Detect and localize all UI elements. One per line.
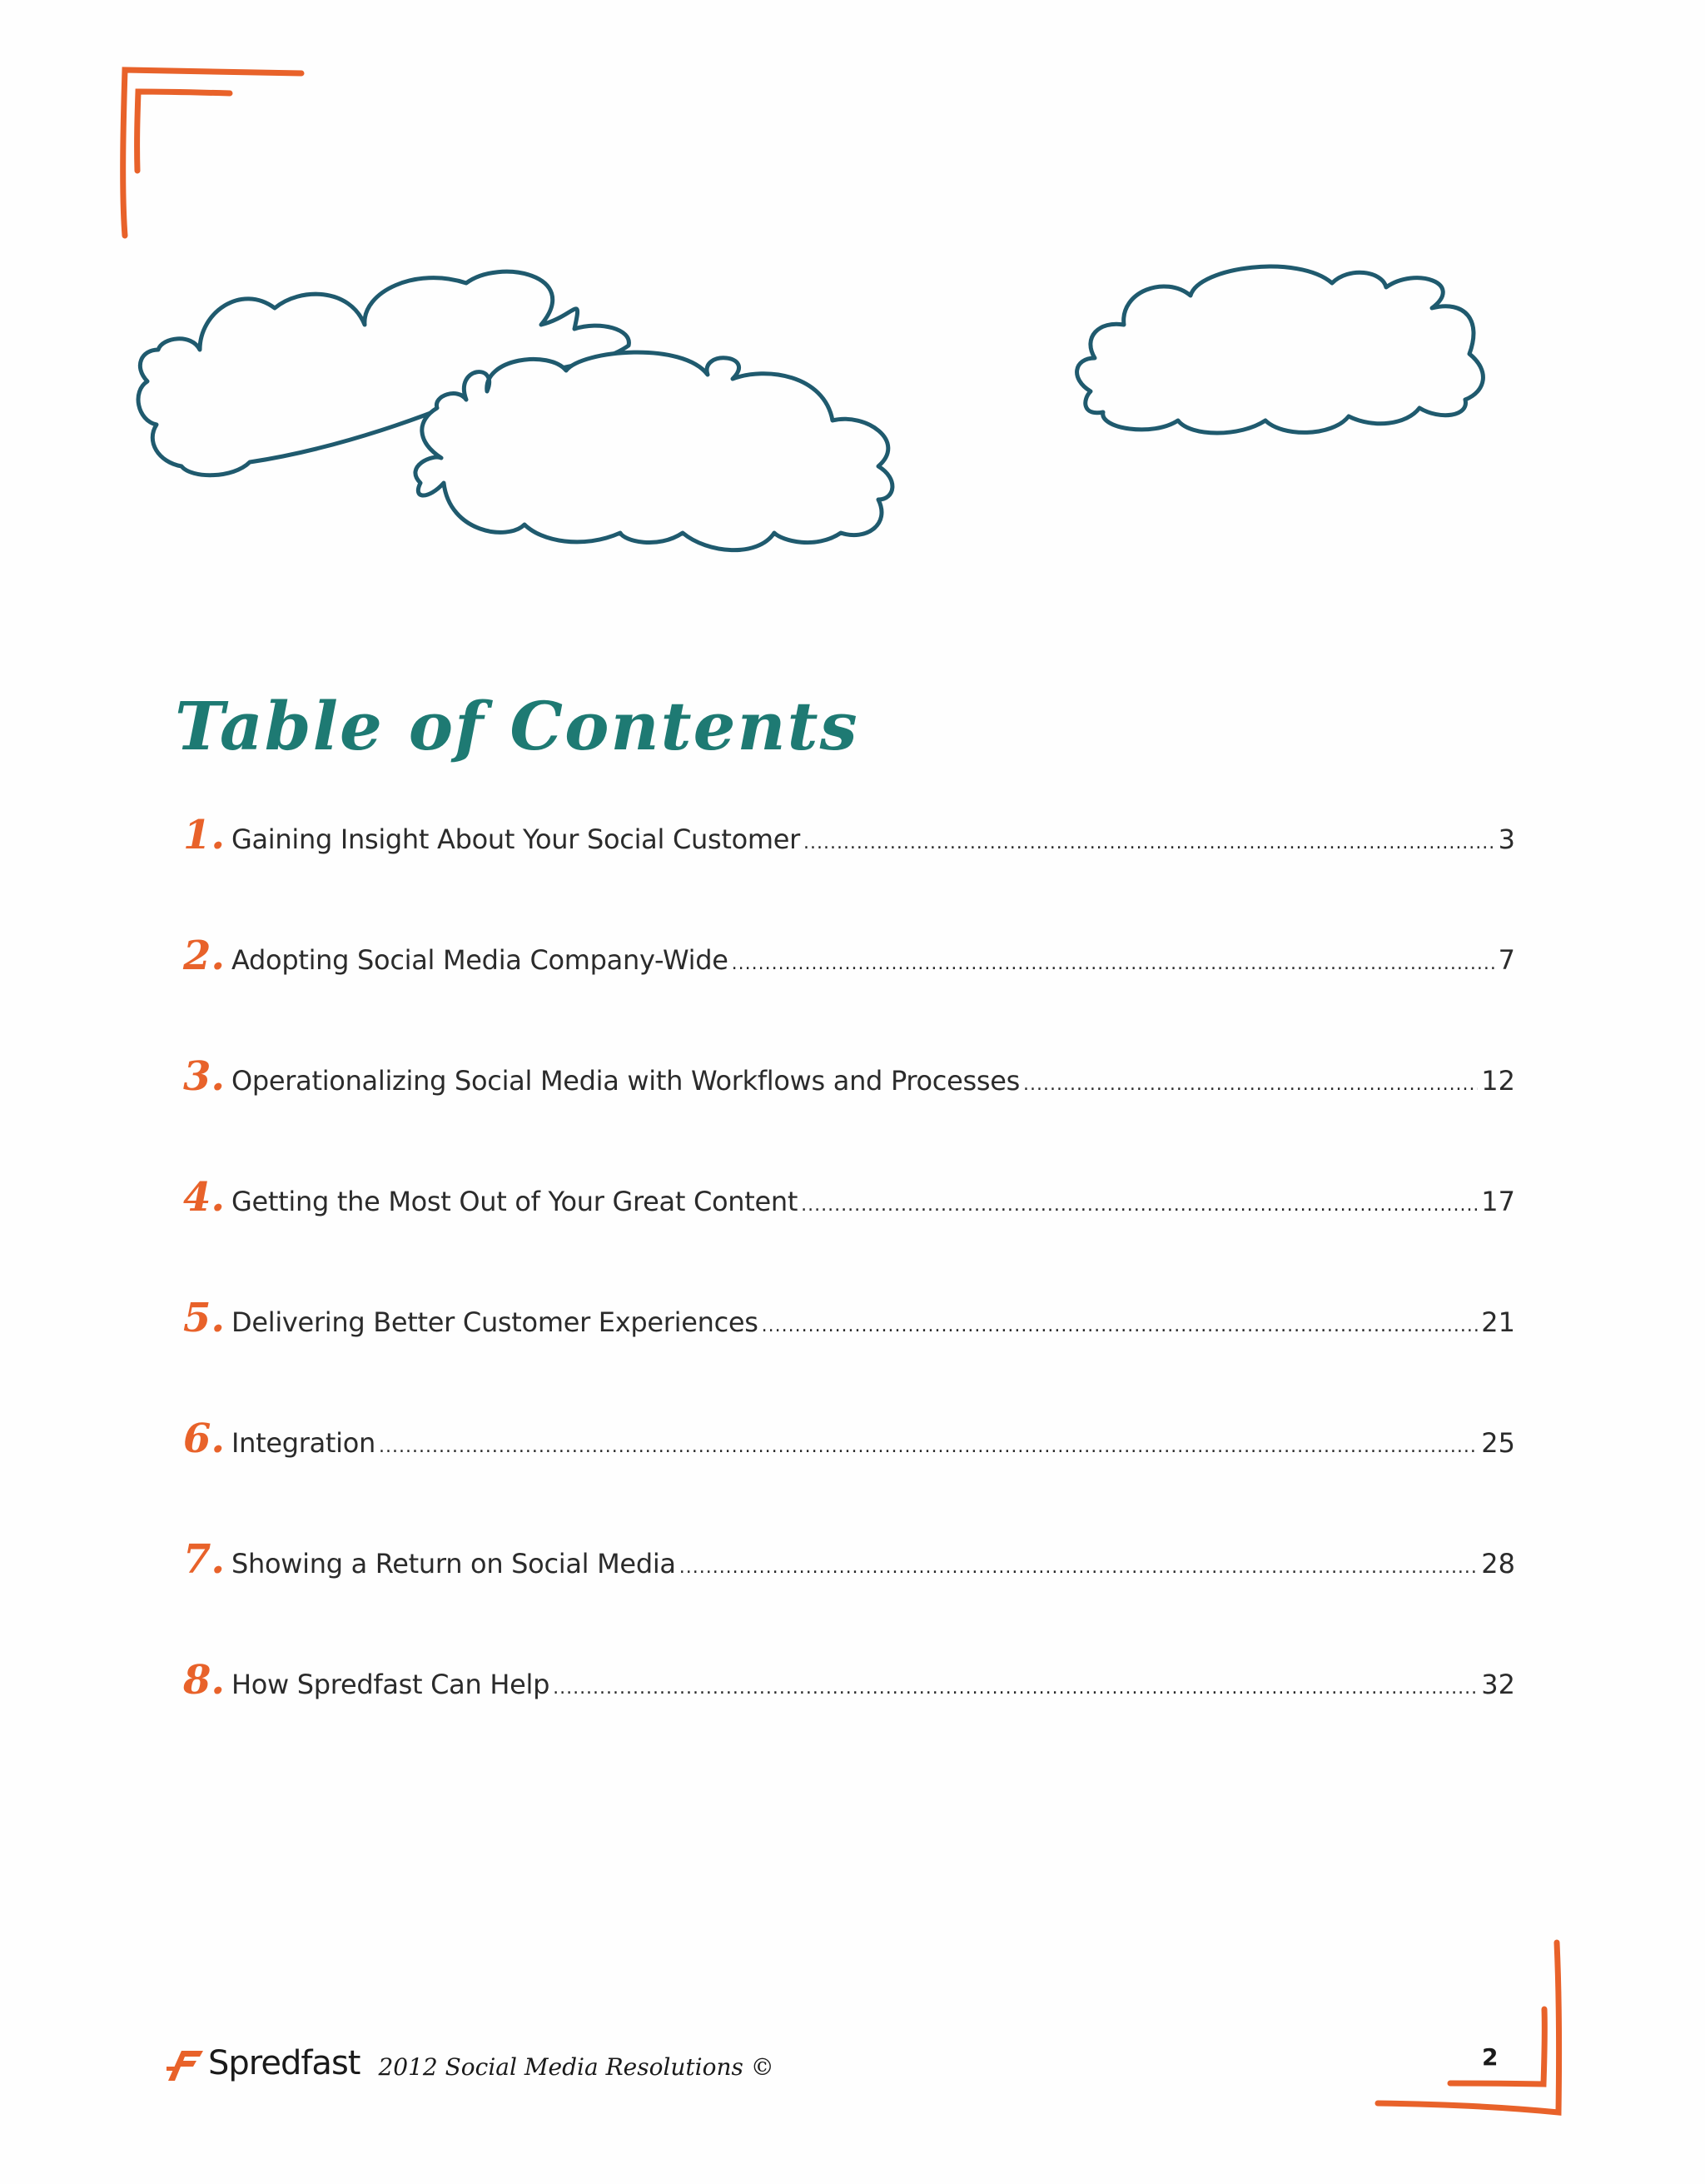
toc-dot-leader xyxy=(762,1316,1479,1336)
footer-brand xyxy=(167,2044,774,2082)
toc-entry-title: Getting the Most Out of Your Great Content xyxy=(231,1186,798,1217)
toc-entry-6[interactable] xyxy=(183,1415,1515,1536)
toc-entry-page: 12 xyxy=(1481,1065,1515,1097)
cloud-left-back xyxy=(138,271,629,475)
toc-dot-leader xyxy=(679,1557,1479,1578)
toc-entry-page: 21 xyxy=(1481,1306,1515,1338)
page-title: Table of Contents xyxy=(175,687,859,765)
toc-entry-number: 1. xyxy=(183,812,226,858)
top-left-corner-bracket xyxy=(123,70,301,236)
toc-entry-page: 25 xyxy=(1481,1427,1515,1459)
toc-entry-title: Adopting Social Media Company-Wide xyxy=(231,944,728,976)
toc-entry-number: 3. xyxy=(183,1053,226,1100)
toc-entry-8[interactable] xyxy=(183,1657,1515,1778)
bottom-right-corner-bracket xyxy=(1378,1943,1559,2112)
toc-dot-leader xyxy=(379,1436,1478,1457)
toc-entry-page: 32 xyxy=(1481,1669,1515,1700)
toc-dot-leader xyxy=(553,1678,1478,1699)
toc-entry-page: 28 xyxy=(1481,1548,1515,1580)
table-of-contents xyxy=(183,812,1515,1778)
toc-entry-7[interactable] xyxy=(183,1536,1515,1657)
toc-dot-leader xyxy=(1023,1074,1478,1095)
toc-entry-number: 7. xyxy=(183,1536,226,1583)
toc-entry-title: Showing a Return on Social Media xyxy=(231,1548,676,1580)
brand-name: Spredfast xyxy=(208,2044,360,2082)
toc-entry-number: 8. xyxy=(183,1657,226,1704)
cloud-right xyxy=(1077,266,1484,433)
toc-entry-title: Delivering Better Customer Experiences xyxy=(231,1306,758,1338)
toc-entry-page: 3 xyxy=(1498,823,1515,855)
page-number: 2 xyxy=(1482,2043,1499,2071)
toc-entry-number: 5. xyxy=(183,1295,226,1341)
toc-entry-3[interactable] xyxy=(183,1053,1515,1174)
toc-entry-page: 7 xyxy=(1498,944,1515,976)
cloud-left-front xyxy=(415,352,892,550)
footer-tagline: 2012 Social Media Resolutions © xyxy=(378,2053,774,2081)
toc-entry-title: How Spredfast Can Help xyxy=(231,1669,550,1700)
toc-entry-4[interactable] xyxy=(183,1174,1515,1295)
toc-entry-number: 4. xyxy=(183,1174,226,1221)
toc-entry-number: 6. xyxy=(183,1415,226,1462)
toc-entry-title: Gaining Insight About Your Social Customer xyxy=(231,823,800,855)
toc-entry-title: Operationalizing Social Media with Workflows and Processes xyxy=(231,1065,1020,1097)
toc-entry-page: 17 xyxy=(1481,1186,1515,1217)
spredfast-logo-icon xyxy=(167,2049,205,2082)
toc-entry-number: 2. xyxy=(183,933,226,979)
toc-dot-leader xyxy=(803,833,1495,853)
toc-dot-leader xyxy=(801,1195,1478,1216)
toc-entry-5[interactable] xyxy=(183,1295,1515,1415)
toc-entry-title: Integration xyxy=(231,1427,376,1459)
toc-entry-1[interactable] xyxy=(183,812,1515,933)
toc-dot-leader xyxy=(732,953,1495,974)
toc-entry-2[interactable] xyxy=(183,933,1515,1053)
